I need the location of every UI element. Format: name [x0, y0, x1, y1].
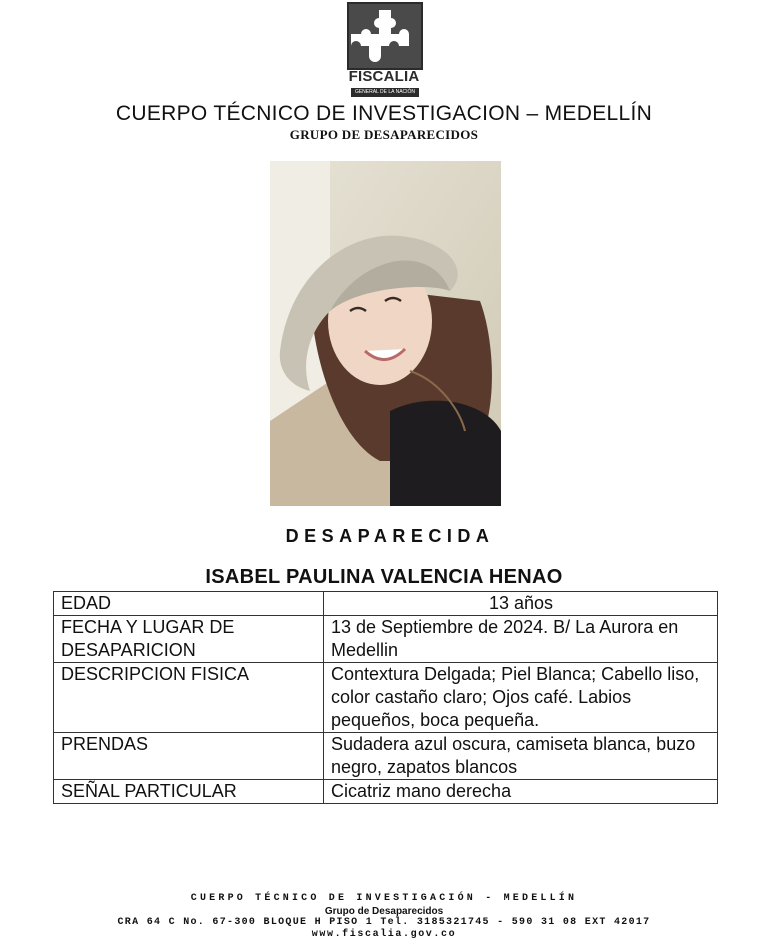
footer-org: CUERPO TÉCNICO DE INVESTIGACIÓN - MEDELLÍN	[190, 893, 578, 904]
footer-group: Grupo de Desaparecidos	[324, 906, 444, 917]
table-row	[54, 616, 718, 663]
row-label: FECHA Y LUGAR DE DESAPARICION	[54, 616, 324, 663]
info-table	[53, 591, 718, 804]
row-value: 13 años	[324, 592, 718, 616]
table-row	[54, 780, 718, 804]
table-row	[54, 663, 718, 733]
row-label: DESCRIPCION FISICA	[54, 663, 324, 733]
row-value: Cicatriz mano derecha	[324, 780, 718, 804]
page-title: CUERPO TÉCNICO DE INVESTIGACION – MEDELLÍN	[115, 102, 653, 125]
row-label: EDAD	[54, 592, 324, 616]
logo-subtext: GENERAL DE LA NACIÓN	[351, 88, 419, 97]
row-label: PRENDAS	[54, 733, 324, 780]
row-label: SEÑAL PARTICULAR	[54, 780, 324, 804]
row-value: 13 de Septiembre de 2024. B/ La Aurora en Medellin	[324, 616, 718, 663]
row-value: Contextura Delgada; Piel Blanca; Cabello liso, color castaño claro; Ojos café. Labios pequeños, boca pequeña.	[324, 663, 718, 733]
status-label: DESAPARECIDA	[285, 526, 495, 546]
missing-person-photo	[270, 161, 501, 506]
footer-address: CRA 64 C No. 67-300 BLOQUE H PISO 1 Tel. 3185321745 - 590 31 08 EXT 42017	[117, 917, 651, 928]
row-value: Sudadera azul oscura, camiseta blanca, buzo negro, zapatos blancos	[324, 733, 718, 780]
footer-website-link[interactable]: www.fiscalia.gov.co	[311, 929, 457, 940]
person-name: ISABEL PAULINA VALENCIA HENAO	[205, 566, 563, 588]
table-row	[54, 733, 718, 780]
logo-wordmark: FISCALIA	[348, 68, 420, 85]
page-subtitle: GRUPO DE DESAPARECIDOS	[289, 127, 479, 142]
puzzle-piece-icon	[347, 2, 423, 70]
fiscalia-logo	[347, 2, 423, 102]
table-row	[54, 592, 718, 616]
